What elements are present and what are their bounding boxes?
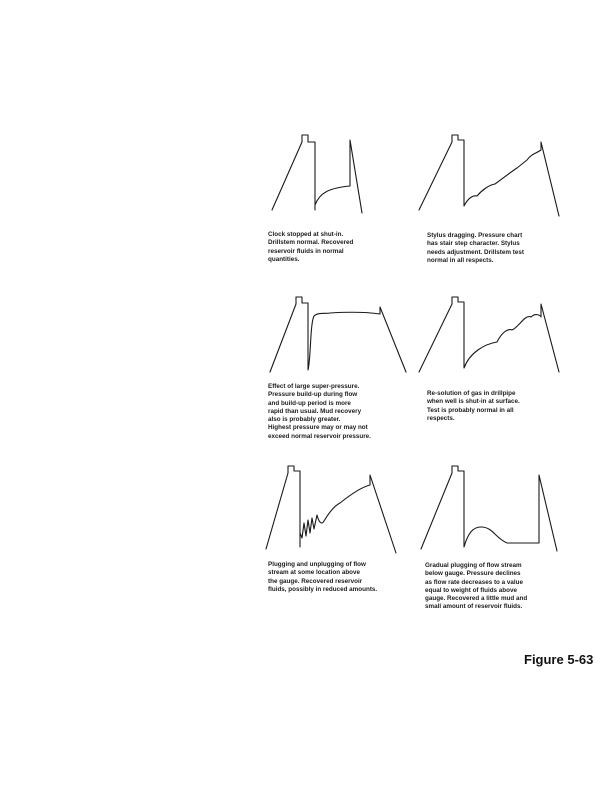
chart-trace (270, 297, 406, 372)
pressure-chart-stylus-dragging (415, 130, 575, 230)
chart-panel-gas-resolution (415, 292, 575, 422)
pressure-chart-gas-resolution (415, 292, 575, 382)
panel-caption: Clock stopped at shut-in. Drillstem normal. Recovered reservoir fluids in normal quantities. (268, 231, 354, 263)
chart-panel-plugging-unplugging (262, 463, 412, 593)
chart-panel-super-pressure (268, 292, 408, 440)
chart-trace (419, 135, 559, 216)
panel-caption: Gradual plugging of flow stream below gauge. Pressure declines as flow rate decreases to a value equal to weight of fluids above gauge. Recovered a little mud and small amount of reservoir fluids. (425, 562, 528, 611)
chart-panel-clock-stopped (268, 130, 408, 263)
chart-trace (421, 466, 557, 551)
chart-panel-stylus-dragging (415, 130, 575, 264)
panel-caption: Plugging and unplugging of flow stream at some location above the gauge. Recovered reservoir fluids, possibly in reduced amounts. (268, 561, 378, 593)
pressure-chart-clock-stopped (268, 130, 408, 230)
pressure-chart-super-pressure (268, 292, 408, 382)
panel-caption: Effect of large super-pressure. Pressure build-up during flow and build-up period is more rapid than usual. Mud recovery also is probably greater. Highest pressure may or may not exceed normal reservoir pressure. (268, 383, 371, 440)
panel-caption: Stylus dragging. Pressure chart has stair step character. Stylus needs adjustment. Drillstem test normal in all respects. (427, 232, 524, 264)
chart-trace (266, 466, 396, 553)
pressure-chart-plugging-unplugging (262, 463, 412, 558)
chart-trace (419, 297, 559, 372)
chart-panel-gradual-plugging (415, 463, 575, 611)
chart-trace (272, 135, 362, 213)
pressure-chart-gradual-plugging (415, 463, 575, 558)
figure-label: Figure 5-63 (524, 652, 594, 667)
panel-caption: Re-solution of gas in drillpipe when well is shut-in at surface. Test is probably normal in all respects. (427, 390, 520, 422)
